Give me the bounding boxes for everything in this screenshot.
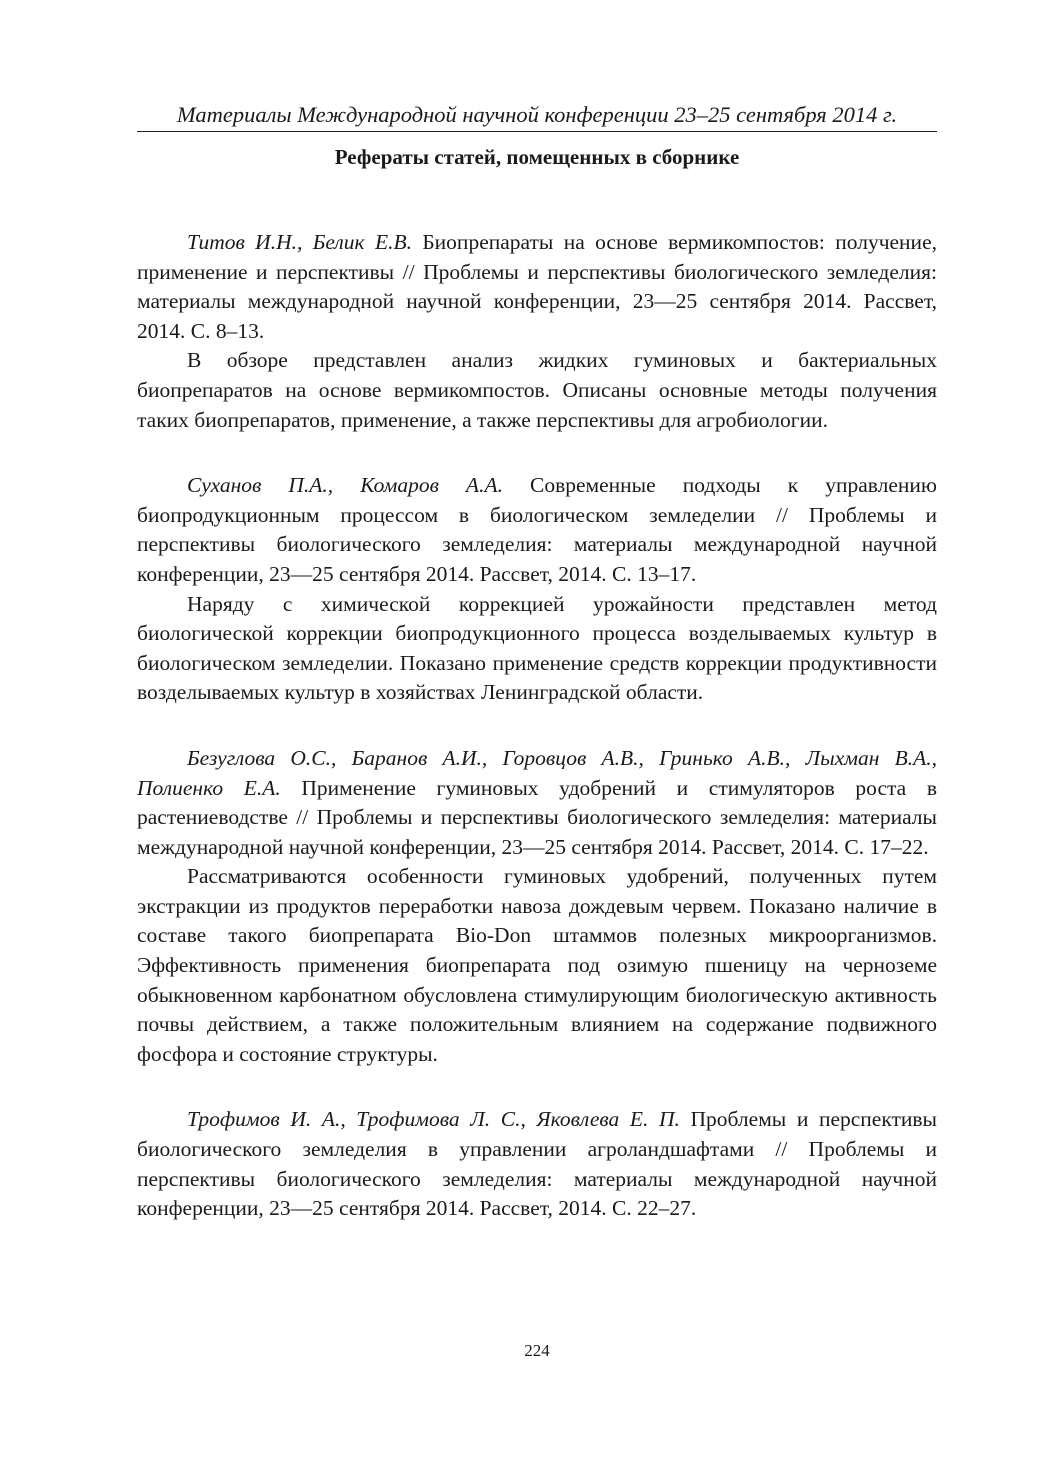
citation-paragraph bbox=[137, 471, 937, 589]
citation-paragraph bbox=[137, 744, 937, 862]
header-rule bbox=[137, 131, 937, 132]
page-number: 224 bbox=[524, 1341, 550, 1360]
citation-text: Современные подходы к управлению биопродукционным процессом в биологическом земледелии // Проблемы и перспективы биологического земледелия: материалы международной научной конференции, 23—25 сентября 2014. Рассвет, 2014. С. 13–17. bbox=[137, 473, 937, 586]
authors: Трофимов И. А., Трофимова Л. С., Яковлева Е. П. bbox=[187, 1107, 680, 1132]
authors: Безуглова О.С., Баранов А.И., Горовцов А.В., Гринько А.В., Лыхман В.А., Полиенко Е.А. bbox=[137, 745, 937, 800]
abstract-entry-3 bbox=[137, 744, 937, 1070]
abstract-entry-1 bbox=[137, 228, 937, 435]
summary-paragraph: Рассматриваются особенности гуминовых удобрений, полученных путем экстракции из продуктов переработки навоза дождевым червем. Показано наличие в составе такого биопрепарата Bio-Don штаммов полезных микроорганизмов. Эффективность применения биопрепарата под озимую пшеницу на черноземе обыкновенном карбонатном обусловлена стимулирующим биологическую активность почвы действием, а также положительным влиянием на содержание подвижного фосфора и состояние структуры. bbox=[137, 864, 937, 1066]
summary-paragraph: Наряду с химической коррекцией урожайности представлен метод биологической коррекции биопродукционного процесса возделываемых культур в биологическом земледелии. Показано применение средств коррекции продуктивности возделываемых культур в хозяйствах Ленинградской области. bbox=[137, 591, 937, 705]
citation-text: Проблемы и перспективы биологического земледелия в управлении агроландшафтами // Проблемы и перспективы биологического земледелия: материалы международной научной конференции, 23—25 сентября 2014. Рассвет, 2014. С. 22–27. bbox=[137, 1107, 937, 1221]
citation-paragraph bbox=[137, 228, 937, 346]
citation-paragraph bbox=[137, 1105, 937, 1223]
section-title: Рефераты статей, помещенных в сборнике bbox=[334, 145, 740, 169]
citation-text: Применение гуминовых удобрений и стимуляторов роста в растениеводстве // Проблемы и перспективы биологического земледелия: материалы международной научной конференции, 23—25 сентября 2014. Рассвет, 2014. С. 17–22. bbox=[137, 775, 937, 859]
abstract-entry-2 bbox=[137, 471, 937, 708]
summary-paragraph: В обзоре представлен анализ жидких гуминовых и бактериальных биопрепаратов на основе вермикомпостов. Описаны основные методы получения таких биопрепаратов, применение, а также перспективы для агробиологии. bbox=[137, 348, 937, 432]
authors: Титов И.Н., Белик Е.В. bbox=[187, 230, 412, 254]
citation-text: Биопрепараты на основе вермикомпостов: получение, применение и перспективы // Проблемы и перспективы биологического земледелия: материалы международной научной конференции, 23—25 сентября 2014. Рассвет, 2014. С. 8–13. bbox=[137, 230, 937, 343]
abstract-entry-4 bbox=[137, 1105, 937, 1223]
abstracts-list bbox=[137, 228, 937, 1260]
running-header: Материалы Международной научной конференции 23–25 сентября 2014 г. bbox=[176, 102, 898, 127]
authors: Суханов П.А., Комаров А.А. bbox=[187, 473, 503, 498]
